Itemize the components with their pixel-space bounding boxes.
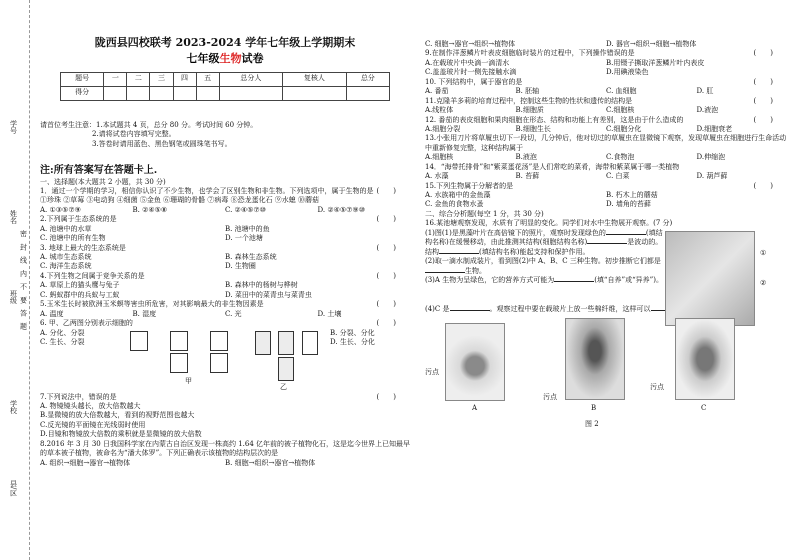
answer-blank[interactable]: [606, 234, 646, 235]
option[interactable]: B. 森林生态系统: [225, 253, 277, 261]
option[interactable]: C. 血细胞: [606, 87, 637, 96]
option[interactable]: B.细胞生长: [515, 124, 551, 133]
option[interactable]: D. 菜田中的菜青虫与菜青虫: [225, 290, 312, 299]
score-head: 题号: [61, 72, 104, 86]
option[interactable]: C. 生长、分裂: [40, 337, 85, 346]
question-11: ( ) 11.克隆羊多莉的培育过程中，控制这些生物的性状和遗传的结构是 A.线粒体 B.细胞质 C.细胞核 D.液泡: [425, 97, 787, 116]
question-13: 13.小张用刀片将草履虫切下一段切，几分钟后，他对切过的草履虫在显微镜下观察，发现草履虫在细胞进行生命活动中重新修复完整，这种结构属于 A.细胞核 B.液泡 C.食物泡 D.伸缩泡: [425, 134, 787, 162]
sidebar-seal-text: 密 封 线 内 不 要 答 题: [19, 230, 28, 332]
option[interactable]: C.反光镜的平面镜在光线弱时使用: [40, 420, 146, 429]
option[interactable]: A.在载玻片中央滴一滴清水: [425, 58, 510, 67]
stain-label-b: 污点: [543, 392, 557, 401]
instruction-2: 2.请将试卷内容填写完整。: [92, 130, 176, 139]
option[interactable]: B. 森林中的杨树与桦树: [225, 281, 298, 290]
option[interactable]: B. ②④⑤⑧: [132, 205, 168, 214]
marker-1: ①: [760, 249, 767, 258]
option[interactable]: C.盖盖玻片时一侧先接触水滴: [425, 68, 517, 77]
option[interactable]: A. 草原上的猫头鹰与兔子: [40, 281, 120, 290]
figure-label-a: 甲: [185, 376, 192, 385]
question-15: ( ) 15.下列生物属于分解者的是 A. 水族箱中的金鱼藻 B. 朽木上的蘑菇 C. 金鱼的食物水蚤 D. 墙角的苔藓: [425, 182, 787, 210]
option[interactable]: B. 苔藓: [515, 172, 540, 181]
marker-2: ②: [760, 279, 767, 288]
option[interactable]: D. 生物圈: [225, 262, 256, 271]
figure-1-micrograph: [665, 231, 755, 326]
subtitle-grade: 七年级: [186, 51, 220, 65]
score-head: 一: [104, 72, 127, 86]
question-16: 16.某池塘观察发现，水质有了明显的变化。同学们对水中生物展开观察。(7 分) (1)图(1)是黑藻叶片在高倍镜下的照片，观察时发现绿色的 (填结构名称)在缓慢移动，由此推测其结构(细胞结构名称) 是波动的。结构 (填结构名称)能起支持和保护作用。 (2)取一滴水制成装片，看到图(2)中 A、B、C 三种生物。初步推断它们都是生物。 (3)A 生物为呈绿色，它的营养方式可能为 (填“自养”或“异养”)。 ① ② (4)C 是 。观察过程中要在载玻片上放一些棉纤维，这样可以 污点 A 污点 B 污点 C 图 2: [425, 219, 787, 433]
answer-blank[interactable]: [439, 253, 479, 254]
sidebar-label-id: 学号: [9, 120, 18, 134]
instruction-1: 1.本试题共 4 页，总分 80 分。考试时间 60 分钟。: [96, 120, 258, 129]
option[interactable]: C. 金鱼的食物水蚤: [425, 200, 484, 209]
question-9: ( ) 9.在制作洋葱鳞片叶表皮细胞临时装片的过程中，下列操作错误的是 A.在载玻片中央滴一滴清水 B.用镊子撕取洋葱鳞片叶内表皮 C.盖盖玻片时一侧先接触水滴 D.用碘液染色: [425, 49, 787, 77]
option[interactable]: B.显微镜的放大倍数越大，看到的视野范围也越大: [40, 411, 195, 420]
score-cell[interactable]: [150, 86, 173, 100]
score-head: 三: [150, 72, 173, 86]
score-cell[interactable]: [196, 86, 219, 100]
option[interactable]: A. 组织→细胞→器官→植物体: [40, 458, 131, 467]
option[interactable]: C.食物泡: [606, 153, 635, 162]
question-6: ( ) 6. 甲、乙两图分别表示细胞的 A. 分化、分裂 C. 生长、分裂 甲 乙 B. 分裂、分化 D. 生长、分化: [40, 319, 410, 392]
score-cell[interactable]: [104, 86, 127, 100]
score-cell[interactable]: [127, 86, 150, 100]
answer-notice: 注:所有答案写在答题卡上.: [40, 165, 158, 176]
score-table: [60, 72, 390, 101]
sidebar-label-class: 班级: [9, 290, 18, 304]
score-head: 五: [196, 72, 219, 86]
answer-blank[interactable]: [554, 281, 594, 282]
option[interactable]: B.细胞质: [515, 106, 544, 115]
question-2: ( ) 2.下列属于生态系统的是 A. 池塘中的水草 B. 池塘中的鱼 C. 池塘中的所有生物 D. 一个池塘: [40, 215, 410, 243]
option[interactable]: A. 水藻: [425, 172, 449, 181]
option[interactable]: B. 朽木上的蘑菇: [606, 191, 658, 199]
score-head: 复核人: [283, 72, 346, 86]
option[interactable]: C. 白菜: [606, 172, 630, 181]
option[interactable]: B. 分裂、分化: [330, 328, 375, 337]
cell-division-figure: [130, 331, 330, 391]
exam-title: 陇西县四校联考 2023-2024 学年七年级上学期期末: [94, 36, 356, 49]
score-cell[interactable]: [283, 86, 346, 100]
organism-b-image: [565, 318, 625, 400]
option[interactable]: C. 光: [225, 309, 242, 318]
option[interactable]: D. 土壤: [317, 309, 342, 318]
question-10: ( ) 10. 下列结构中，属于器官的是 A. 番茄 B. 胚轴 C. 血细胞 D. 肛: [425, 78, 787, 97]
option[interactable]: D.伸缩泡: [696, 153, 726, 162]
option[interactable]: D.用碘液染色: [606, 68, 649, 77]
option[interactable]: A. ①③⑤⑦⑨: [40, 205, 81, 214]
question-3: ( ) 3. 地球上最大的生态系统是 A. 城市生态系统 B. 森林生态系统 C. 海洋生态系统 D. 生物圈: [40, 244, 410, 272]
option[interactable]: C. 细胞→器官→组织→植物体: [425, 40, 516, 48]
option[interactable]: C. 池塘中的所有生物: [40, 234, 106, 243]
option[interactable]: A. 温度: [40, 309, 64, 318]
section-1-heading: 一、选择题(本大题共 2 小题，共 30 分): [40, 177, 166, 186]
binding-margin: [0, 0, 30, 560]
score-cell[interactable]: [219, 86, 282, 100]
option[interactable]: D. ②④⑤⑦⑨⑩: [317, 205, 365, 214]
score-head: 二: [127, 72, 150, 86]
option[interactable]: B. 胚轴: [515, 87, 540, 96]
option[interactable]: D. 墙角的苔藓: [606, 200, 651, 209]
organism-a-image: [445, 323, 505, 401]
left-column: [40, 8, 410, 558]
option[interactable]: A.细胞核: [425, 153, 454, 162]
option[interactable]: A. 城市生态系统: [40, 253, 92, 261]
option[interactable]: B. 细胞→组织→器官→植物体: [225, 458, 316, 467]
subtitle-subject: 生物: [219, 51, 242, 65]
answer-blank[interactable]: [587, 243, 627, 244]
option[interactable]: A. 番茄: [425, 87, 449, 96]
sidebar-label-name: 姓名: [9, 210, 18, 224]
score-cell[interactable]: [173, 86, 196, 100]
subtitle-paper: 试卷: [241, 51, 264, 65]
score-head: 总分: [346, 72, 389, 86]
instructions-lead: 请首位考生注意：: [40, 120, 96, 129]
question-1: ( ) 1．通过一个学期的学习，相信你认识了不少生物，也学会了区别生物和非生物。下列选项中，属于生物的是 ①珍珠 ②草莓 ③电动狗 ④细菌 ⑤金鱼 ⑥珊瑚的骨骼 ⑦病毒 ⑧恐龙蛋化石 ⑨水螅 ⑩蘑菇 A. ①③⑤⑦⑨ B. ②④⑤⑧ C. ②④⑤⑦⑩ D. ②④⑤⑦⑨⑩: [40, 187, 410, 215]
question-14: 14．“海带托排骨”和“紫菜蛋花汤”是人们常吃的菜肴，海带和紫菜属于哪一类植物 A. 水藻 B. 苔藓 C. 白菜 D. 葫芦藓: [425, 163, 787, 182]
instructions: [40, 121, 410, 149]
answer-blank[interactable]: [450, 310, 490, 311]
right-column: [425, 40, 787, 555]
exam-subtitle: [40, 52, 410, 67]
option[interactable]: C. ②④⑤⑦⑩: [225, 205, 266, 214]
organism-c-label: C: [701, 403, 707, 412]
sidebar-label-school: 学校: [9, 400, 18, 414]
option[interactable]: D. 器官→组织→细胞→植物体: [606, 40, 697, 48]
option[interactable]: A. 池塘中的水草: [40, 224, 92, 233]
option[interactable]: D. 生长、分化: [330, 337, 375, 346]
option[interactable]: D. 肛: [696, 87, 714, 96]
organism-b-label: B: [591, 403, 597, 412]
option[interactable]: B.用镊子撕取洋葱鳞片叶内表皮: [606, 58, 705, 67]
option[interactable]: C.细胞分化: [606, 124, 642, 133]
section-2-heading: 二、综合分析题(每空 1 分，共 30 分): [425, 209, 544, 218]
option[interactable]: A. 物镜镜头越长，放大倍数越大: [40, 401, 141, 410]
option[interactable]: D.目镜和物镜放大倍数的乘积就是显微镜的放大倍数: [40, 430, 202, 439]
option[interactable]: A. 分化、分裂: [40, 328, 85, 337]
question-7: ( ) 7.下列说法中，错误的是 A. 物镜镜头越长，放大倍数越大 B.显微镜的放大倍数越大，看到的视野范围也越大 C.反光镜的平面镜在光线弱时使用 D.目镜和物镜放大倍数的乘积就是显微镜的放大倍数: [40, 393, 410, 440]
figure-2: [425, 318, 787, 433]
figure-label-b: 乙: [280, 382, 287, 391]
score-cell[interactable]: [346, 86, 389, 100]
option[interactable]: C.细胞核: [606, 106, 635, 115]
question-12: ( ) 12. 番茄的表皮细胞和果肉细胞在形态、结构和功能上有差别，这是由于什么造成的 A.细胞分裂 B.细胞生长 C.细胞分化 D.细胞衰老: [425, 116, 787, 135]
answer-blank[interactable]: [425, 272, 465, 273]
organism-c-image: [675, 318, 735, 400]
option[interactable]: C. 海洋生态系统: [40, 262, 92, 271]
option[interactable]: B. 池塘中的鱼: [225, 224, 270, 233]
figure-2-caption: 图 2: [585, 419, 599, 428]
instruction-3: 3.答卷时请用蓝色、黑色钢笔或圆珠笔书写。: [92, 139, 232, 148]
stain-label-c: 污点: [650, 382, 664, 391]
score-head: 总分人: [219, 72, 282, 86]
option[interactable]: C. 蚂蚁群中的兵蚁与工蚁: [40, 290, 120, 299]
organism-a-label: A: [472, 403, 478, 412]
option[interactable]: A. 水族箱中的金鱼藻: [425, 191, 491, 199]
option[interactable]: D.细胞衰老: [696, 124, 733, 133]
sidebar-label-county: 县/区: [9, 480, 18, 497]
option[interactable]: D. 葫芦藓: [696, 172, 728, 181]
option[interactable]: B.液泡: [515, 153, 537, 162]
score-row-label: 得分: [61, 86, 104, 100]
option[interactable]: D. 一个池塘: [225, 234, 263, 243]
score-head: 四: [173, 72, 196, 86]
question-8: 8.2016 年 3 月 30 日我国科学家在内蒙古自治区发现一株高约 1.64 亿年前的被子植物化石，这是迄今世界上已知最早的草本被子植物，被命名为“潘大体罗”。下列正确表示该植物的结构层次的是 A. 组织→细胞→器官→植物体 B. 细胞→组织→器官→植物体: [40, 439, 411, 467]
question-5: ( ) 5.玉米生长时被欧洲玉米螟等害虫所危害，对其影响最大的非生物因素是 A. 温度 B. 湿度 C. 光 D. 土壤: [40, 300, 410, 319]
option[interactable]: D.液泡: [696, 106, 719, 115]
option[interactable]: B. 湿度: [132, 309, 157, 318]
option[interactable]: A.线粒体: [425, 106, 454, 115]
stain-label-a: 污点: [425, 367, 439, 376]
option[interactable]: A.细胞分裂: [425, 124, 461, 133]
question-4: ( ) 4.下列生物之间属于竞争关系的是 A. 草原上的猫头鹰与兔子 B. 森林中的杨树与桦树 C. 蚂蚁群中的兵蚁与工蚁 D. 菜田中的菜青虫与菜青虫: [40, 272, 410, 300]
